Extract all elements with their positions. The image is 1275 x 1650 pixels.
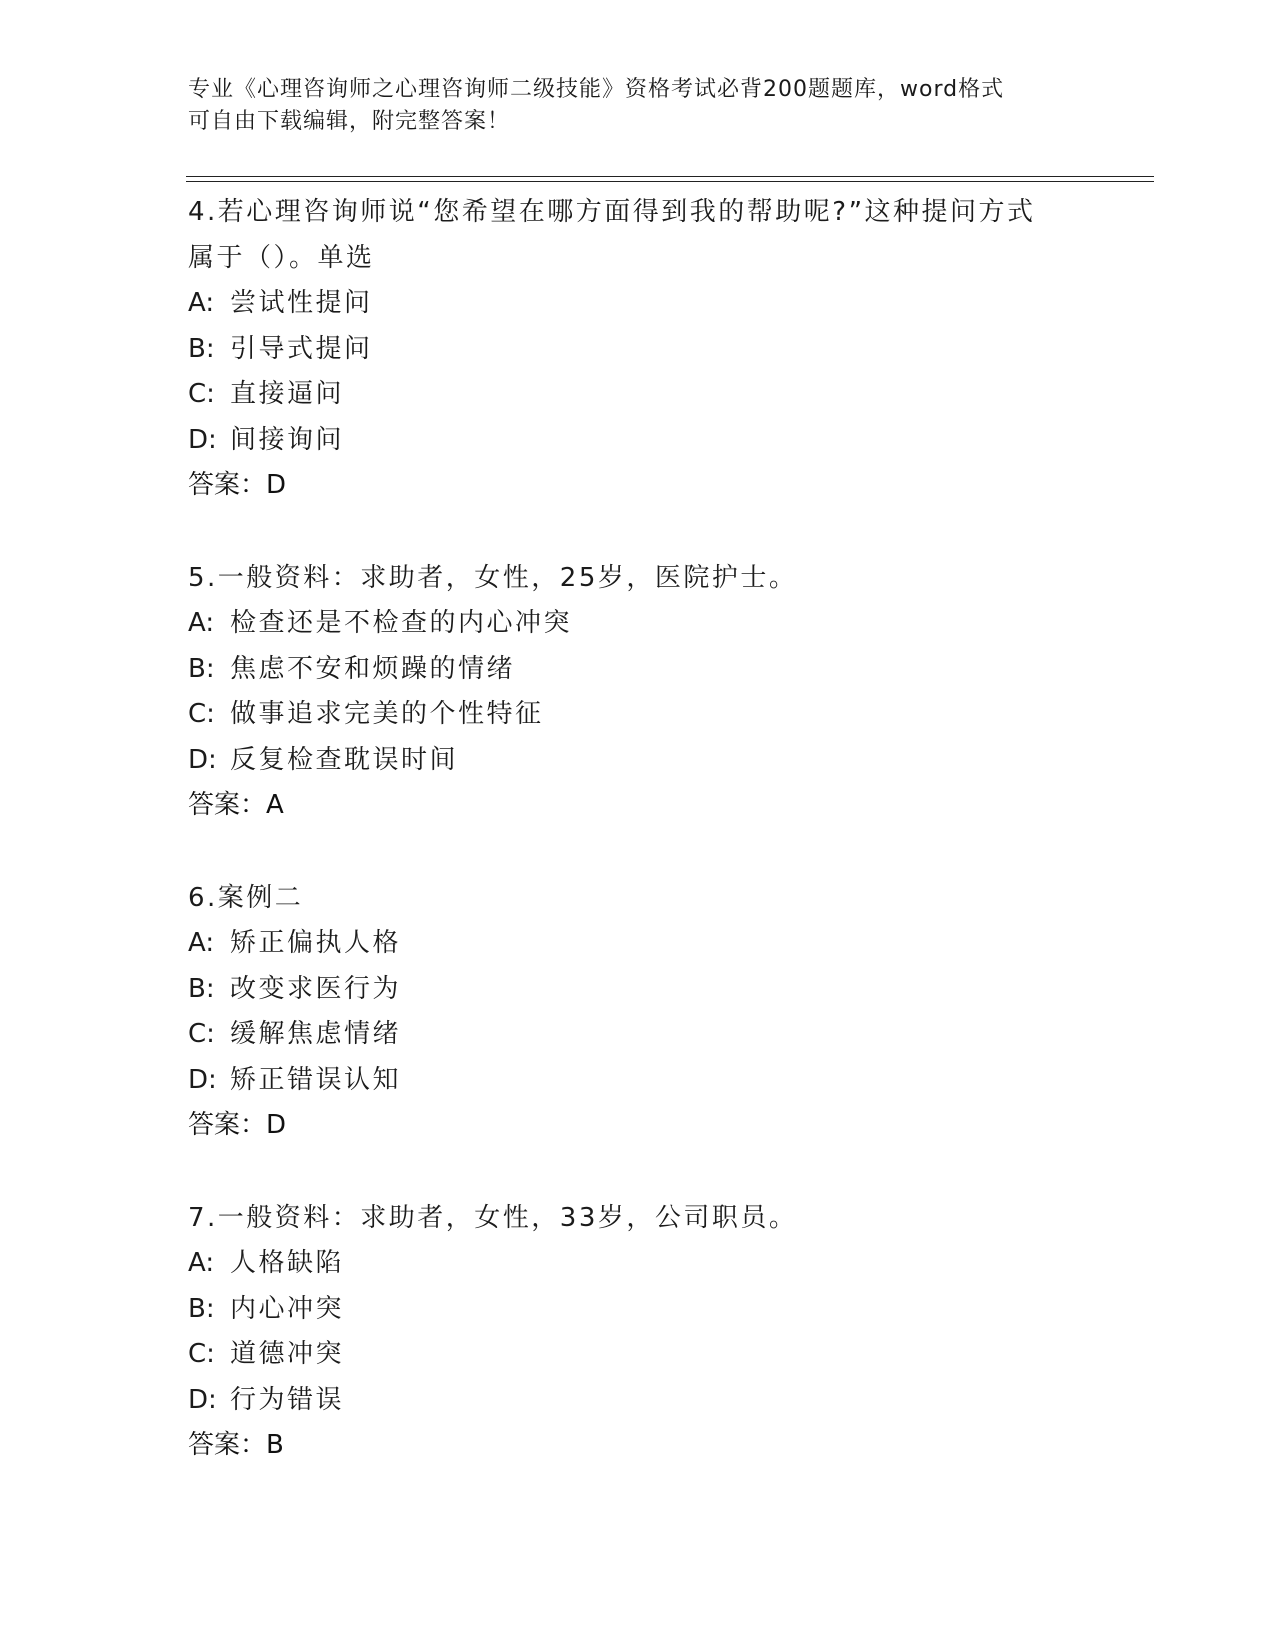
- option-letter: A:: [188, 608, 215, 638]
- header-line-2: 可自由下载编辑，附完整答案！: [188, 109, 511, 134]
- option-text: 尝试性提问: [230, 288, 373, 318]
- option-letter: A:: [188, 928, 215, 958]
- option-a: [188, 1241, 1088, 1287]
- option-text: 矫正错误认知: [230, 1064, 402, 1095]
- option-c: [188, 692, 1088, 738]
- option-d: [188, 1378, 1088, 1424]
- option-text: 行为错误: [230, 1384, 345, 1415]
- question-item: [188, 190, 1088, 509]
- option-letter: B:: [188, 653, 215, 684]
- question-stem: 5.一般资料：求助者，女性，25岁，医院护士。: [188, 562, 798, 593]
- question-stem: 7.一般资料：求助者，女性，33岁，公司职员。: [188, 1202, 798, 1233]
- header-line-1: 专业《心理咨询师之心理咨询师二级技能》资格考试必背200题题库，word格式: [188, 77, 1005, 102]
- option-c: [188, 1012, 1088, 1058]
- option-letter: C:: [188, 699, 215, 729]
- option-text: 矫正偏执人格: [230, 928, 402, 958]
- option-b: [188, 647, 1088, 693]
- option-letter: C:: [188, 379, 215, 409]
- option-text: 做事追求完美的个性特征: [230, 699, 544, 729]
- option-d: [188, 738, 1088, 784]
- option-c: [188, 1332, 1088, 1378]
- option-letter: A:: [188, 288, 215, 318]
- option-text: 检查还是不检查的内心冲突: [230, 608, 573, 638]
- option-text: 内心冲突: [230, 1293, 345, 1324]
- option-letter: D:: [188, 1384, 217, 1415]
- option-text: 反复检查耽误时间: [230, 744, 459, 775]
- option-letter: D:: [188, 1064, 217, 1095]
- answer-line: 答案：B: [188, 1430, 284, 1460]
- header-divider-top: [186, 176, 1154, 177]
- option-text: 道德冲突: [230, 1339, 345, 1369]
- answer-line: 答案：D: [188, 470, 287, 500]
- option-text: 改变求医行为: [230, 973, 402, 1004]
- option-letter: B:: [188, 973, 215, 1004]
- option-text: 缓解焦虑情绪: [230, 1019, 402, 1049]
- answer-line: 答案：A: [188, 790, 284, 820]
- question-list: [188, 190, 1088, 1516]
- question-item: [188, 1196, 1088, 1469]
- option-text: 引导式提问: [230, 333, 373, 364]
- option-letter: D:: [188, 744, 217, 775]
- option-a: [188, 601, 1088, 647]
- option-c: [188, 372, 1088, 418]
- option-letter: C:: [188, 1019, 215, 1049]
- option-text: 直接逼问: [230, 379, 345, 409]
- option-text: 人格缺陷: [230, 1248, 345, 1278]
- option-d: [188, 418, 1088, 464]
- option-text: 间接询问: [230, 424, 345, 455]
- option-d: [188, 1058, 1088, 1104]
- question-stem: 6.案例二: [188, 882, 304, 913]
- option-a: [188, 281, 1088, 327]
- option-text: 焦虑不安和烦躁的情绪: [230, 653, 516, 684]
- answer-line: 答案：D: [188, 1110, 287, 1140]
- option-b: [188, 327, 1088, 373]
- option-letter: D:: [188, 424, 217, 455]
- question-stem: 属于（）。单选: [188, 242, 375, 273]
- option-letter: B:: [188, 333, 215, 364]
- question-item: [188, 556, 1088, 829]
- option-b: [188, 967, 1088, 1013]
- option-a: [188, 921, 1088, 967]
- document-header: [188, 74, 1088, 138]
- question-stem: 4.若心理咨询师说“您希望在哪方面得到我的帮助呢?”这种提问方式: [188, 197, 1036, 227]
- option-letter: C:: [188, 1339, 215, 1369]
- question-item: [188, 876, 1088, 1149]
- option-b: [188, 1287, 1088, 1333]
- option-letter: A:: [188, 1248, 215, 1278]
- header-divider-bottom: [186, 181, 1154, 182]
- option-letter: B:: [188, 1293, 215, 1324]
